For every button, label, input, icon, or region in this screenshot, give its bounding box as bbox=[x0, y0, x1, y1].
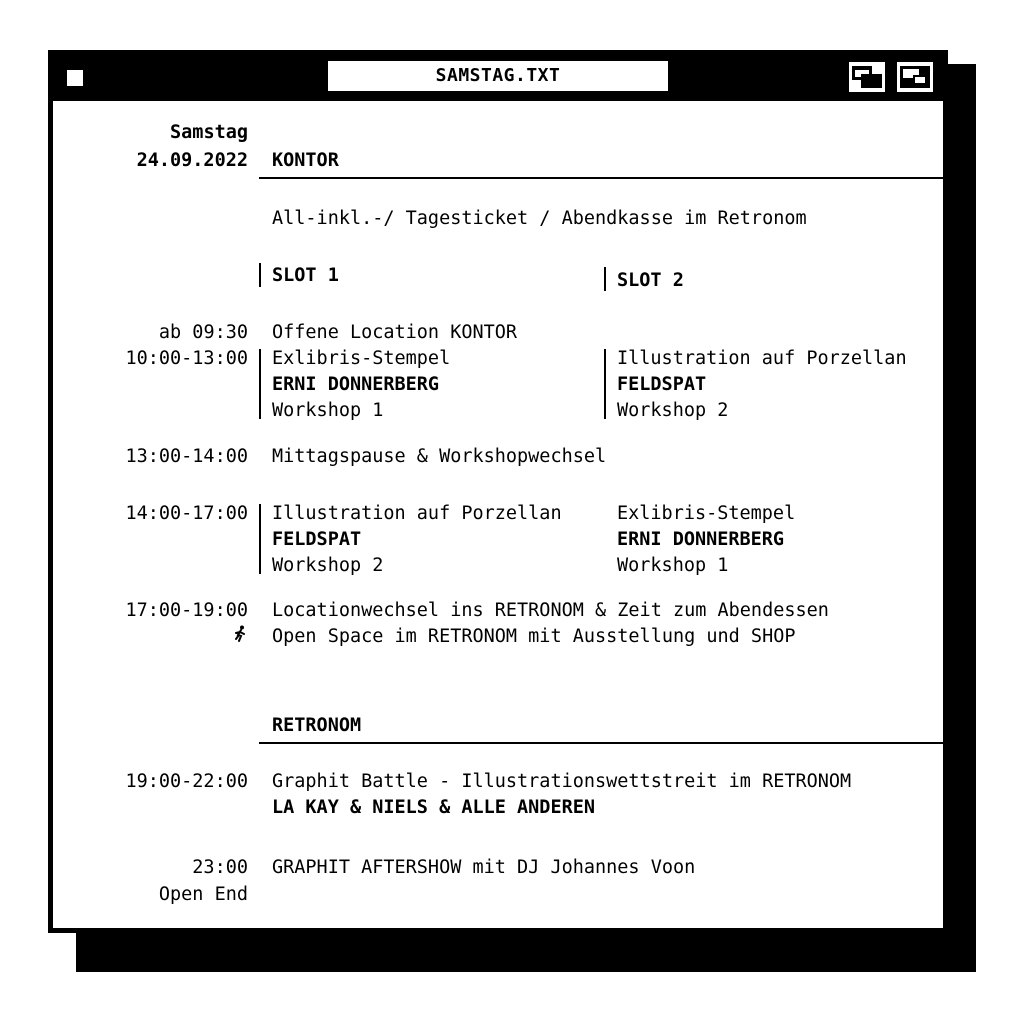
retronom-heading: RETRONOM bbox=[272, 715, 362, 736]
workshop-number: Workshop 1 bbox=[617, 555, 729, 576]
workshop-number: Workshop 1 bbox=[272, 400, 384, 421]
workshop-artist: FELDSPAT bbox=[617, 374, 707, 395]
time-label: Open End bbox=[158, 884, 248, 905]
day-label: Samstag bbox=[170, 122, 248, 143]
event-text: Open Space im RETRONOM mit Ausstellung und SHOP bbox=[272, 626, 796, 647]
event-text: Graphit Battle - Illustrationswettstreit im RETRONOM bbox=[272, 771, 852, 792]
time-label: 17:00-19:00 bbox=[125, 600, 248, 621]
date-label: 24.09.2022 bbox=[136, 150, 248, 171]
slot2-bar bbox=[604, 349, 606, 419]
workshop-number: Workshop 2 bbox=[272, 555, 384, 576]
event-text: Locationwechsel ins RETRONOM & Zeit zum Abendessen bbox=[272, 600, 829, 621]
time-label: 23:00 bbox=[192, 857, 248, 878]
ticket-info: All-inkl.-/ Tagesticket / Abendkasse im Retronom bbox=[272, 208, 807, 229]
slot1-bar bbox=[259, 263, 261, 287]
workshop-title: Illustration auf Porzellan bbox=[272, 503, 562, 524]
slot1-bar bbox=[259, 504, 261, 574]
overlap-windows-icon bbox=[849, 62, 885, 92]
slot2-bar bbox=[604, 267, 606, 291]
time-label: 10:00-13:00 bbox=[125, 348, 248, 369]
time-label: ab 09:30 bbox=[158, 322, 248, 343]
kontor-rule bbox=[259, 177, 943, 179]
workshop-artist: ERNI DONNERBERG bbox=[617, 529, 785, 550]
workshop-number: Workshop 2 bbox=[617, 400, 729, 421]
slot2-heading: SLOT 2 bbox=[617, 270, 684, 291]
restore-windows-button[interactable] bbox=[849, 62, 885, 92]
window-title: SAMSTAG.TXT bbox=[328, 61, 668, 91]
event-text: Mittagspause & Workshopwechsel bbox=[272, 446, 607, 467]
document-content bbox=[53, 101, 943, 928]
time-label: 14:00-17:00 bbox=[125, 503, 248, 524]
window bbox=[48, 50, 948, 933]
event-text: GRAPHIT AFTERSHOW mit DJ Johannes Voon bbox=[272, 857, 696, 878]
window-stack-icon bbox=[897, 62, 933, 92]
slot1-bar bbox=[259, 349, 261, 419]
event-performers: LA KAY & NIELS & ALLE ANDEREN bbox=[272, 797, 596, 818]
retronom-rule bbox=[259, 742, 943, 744]
running-person-icon bbox=[233, 625, 247, 643]
workshop-title: Exlibris-Stempel bbox=[272, 348, 451, 369]
kontor-heading: KONTOR bbox=[272, 150, 339, 171]
workshop-artist: FELDSPAT bbox=[272, 529, 362, 550]
workshop-artist: ERNI DONNERBERG bbox=[272, 374, 440, 395]
close-box-button[interactable] bbox=[67, 70, 83, 86]
time-label: 13:00-14:00 bbox=[125, 446, 248, 467]
time-label: 19:00-22:00 bbox=[125, 771, 248, 792]
event-text: Offene Location KONTOR bbox=[272, 322, 518, 343]
workshop-title: Exlibris-Stempel bbox=[617, 503, 796, 524]
resize-window-button[interactable] bbox=[897, 62, 933, 92]
title-bar[interactable] bbox=[53, 55, 943, 101]
workshop-title: Illustration auf Porzellan bbox=[617, 348, 907, 369]
slot1-heading: SLOT 1 bbox=[272, 265, 339, 286]
